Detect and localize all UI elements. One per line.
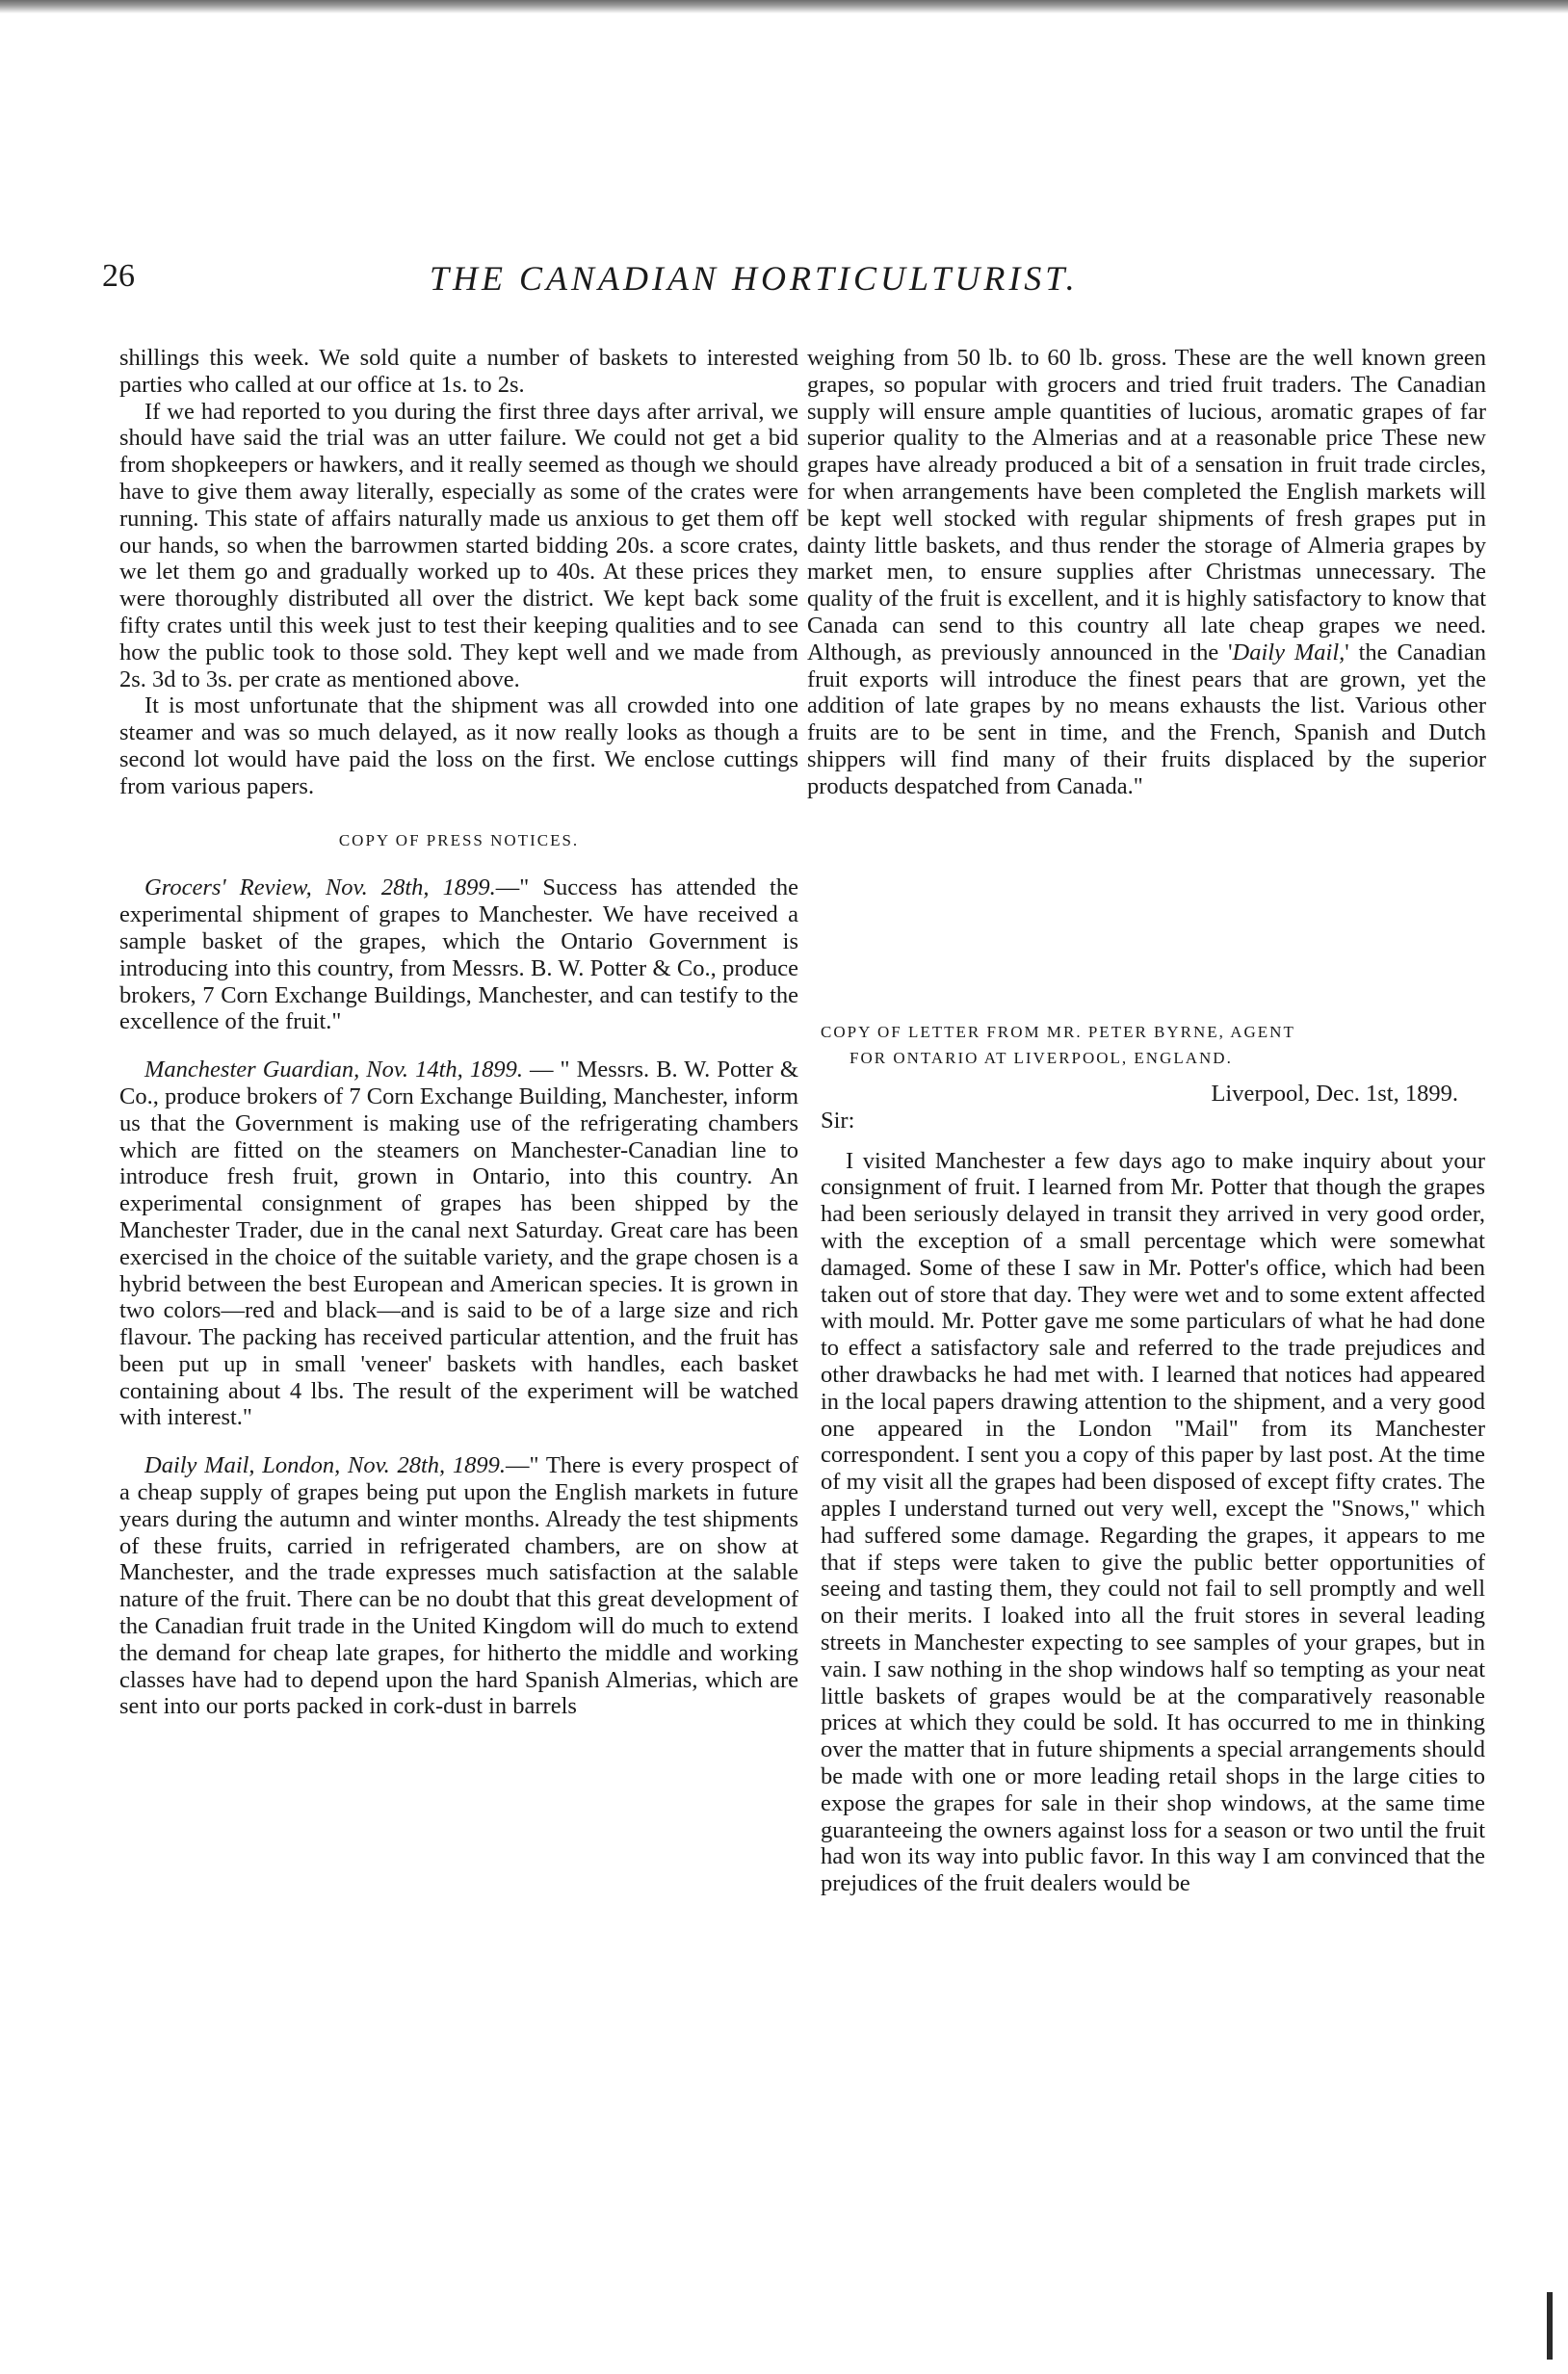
letter-heading <box>821 1019 1485 1071</box>
letter-heading-line: COPY OF LETTER FROM MR. PETER BYRNE, AGENT <box>821 1023 1295 1041</box>
notice-text: — " Messrs. B. W. Potter & Co., produce brokers of 7 Corn Exchange Building, Manchester, inform us that the Government is making use of the refrigerating chambers which are fitted on the steamers on Manchester-Canadian line to introduce fresh fruit, grown in Ontario, into this country. An experimental consignment of grapes has been shipped by the Manchester Trader, due in the canal next Saturday. Great care has been exercised in the choice of the suitable variety, and the grape chosen is a hybrid between the best European and American species. It is grown in two colors—red and black—and is said to be of a large size and rich flavour. The packing has received particular attention, and the fruit has been put up in small 'veneer' baskets with handles, each basket containing about 4 lbs. The result of the experiment will be watched with interest." <box>119 1057 798 1431</box>
notice-text: —" There is every prospect of a cheap supply of grapes being put upon the English markets in future years during the autumn and winter months. Already the test shipments of these fruits, carried in refrigerated chambers, are on show at Manchester, and the trade expresses much satisfaction at the salable nature of the fruit. There can be no doubt that this great development of the Canadian fruit trade in the United Kingdom will do much to extend the demand for cheap late grapes, for hitherto the middle and working classes have had to depend upon the hard Spanish Almerias, which are sent into our ports packed in cork-dust in barrels <box>119 1452 798 1720</box>
right-column-upper <box>807 345 1486 800</box>
page-header <box>102 258 1470 306</box>
notice-text: —" Success has attended the experimental shipment of grapes to Manchester. We have received a sample basket of the grapes, which the Ontario Government is introducing into this country, from Messrs. B. W. Potter & Co., produce brokers, 7 Corn Exchange Buildings, Manchester, and can testify to the excellence of the fruit." <box>119 874 798 1035</box>
paragraph-text: weighing from 50 lb. to 60 lb. gross. These are the well known green grapes, so popular with grocers and tried fruit traders. The Canadian supply will ensure ample quantities of lucious, aromatic grapes of far superior quality to the Almerias and at a reasonable price These new grapes have already produced a bit of a sensation in fruit trade circles, for when arrangements have been completed the English markets will be kept well stocked with regular shipments of fresh grapes put in dainty little baskets, and thus render the storage of Almeria grapes by market men, to ensure supplies after Christmas unnecessary. The quality of the fruit is excellent, and it is highly satisfactory to know that Canada can send to this country all late cheap grapes we need. Although, as previously announced in the ' <box>807 345 1486 665</box>
paragraph <box>807 345 1486 800</box>
letter-dateline: Liverpool, Dec. 1st, 1899. <box>1211 1081 1458 1107</box>
notice-source: Manchester Guardian, Nov. 14th, 1899. <box>144 1057 523 1083</box>
paragraph: shillings this week. We sold quite a number of baskets to interested parties who called at our office at 1s. to 2s. <box>119 345 798 398</box>
notice-source: Grocers' Review, Nov. 28th, 1899. <box>144 874 496 901</box>
binding-edge-mark <box>1547 2292 1553 2360</box>
right-column-letter <box>821 1019 1485 1897</box>
section-heading-press-notices: COPY OF PRESS NOTICES. <box>338 830 580 849</box>
paragraph-italic: Daily Mail, <box>1232 639 1346 665</box>
running-title: THE CANADIAN HORTICULTURIST. <box>430 259 1079 298</box>
letter-salutation: Sir: <box>821 1107 855 1134</box>
paragraph: If we had reported to you during the first three days after arrival, we should have said the trial was an utter failure. We could not get a bid from shopkeepers or hawkers, and it really seemed as though we should have to give them away literally, especially as some of the crates were running. This state of affairs naturally made us anxious to get them off our hands, so when the barrowmen started bidding 20s. a score crates, we let them go and gradually worked up to 40s. At these prices they were thoroughly distributed all over the district. We kept back some fifty crates until this week just to test their keeping qualities and to see how the public took to those sold. They kept well and we made from 2s. 3d to 3s. per crate as mentioned above. <box>119 398 798 692</box>
left-column <box>119 345 798 1720</box>
letter-heading-line: FOR ONTARIO AT LIVERPOOL, ENGLAND. <box>849 1049 1233 1067</box>
press-notice-daily-mail <box>119 1452 798 1720</box>
page-number: 26 <box>102 258 135 294</box>
paragraph: It is most unfortunate that the shipment was all crowded into one steamer and was so much delayed, as it now really looks as though a second lot would have paid the loss on the first. We enclose cuttings from various papers. <box>119 692 798 799</box>
letter-body: I visited Manchester a few days ago to make inquiry about your consignment of fruit. I learned from Mr. Potter that though the grapes had been seriously delayed in transit they arrived in very good order, with the exception of a small percentage which were somewhat damaged. Some of these I saw in Mr. Potter's office, which had been taken out of store that day. They were wet and to some extent affected with mould. Mr. Potter gave me some particulars of what he had done to effect a satisfactory sale and referred to the trade prejudices and other drawbacks he had met with. I learned that notices had appeared in the local papers drawing attention to the shipment, and a very good one appeared in the London "Mail" from its Manchester correspondent. I sent you a copy of this paper by last post. At the time of my visit all the grapes had been disposed of except fifty crates. The apples I understand turned out very well, except the "Snows," which had suffered some damage. Regarding the grapes, it appears to me that if steps were taken to give the public better opportunities of seeing and tasting them, they could not fail to sell promptly and well on their merits. I loaked into all the fruit stores in several leading streets in Manchester expecting to see samples of your grapes, but in vain. I saw nothing in the shop windows half so tempting as your neat little baskets of grapes would be at the comparatively reasonable prices at which they could be sold. It has occurred to me in thinking over the matter that in future shipments a special arrangements should be made with one or more leading retail shops in the large cities to expose the grapes for sale in their shop windows, at the same time guaranteeing the owners against loss for a season or two until the fruit had won its way into public favor. In this way I am convinced that the prejudices of the fruit dealers would be <box>821 1147 1485 1897</box>
paragraph-text: ' the Canadian fruit exports will introduce the finest pears that are grown, yet the addition of late grapes by no means exhausts the list. Various other fruits are to be sent in time, and the French, Spanish and Dutch shippers will find many of their fruits displaced by the superior products despatched from Canada." <box>807 639 1486 799</box>
press-notice-manchester-guardian <box>119 1057 798 1431</box>
top-border-rule <box>0 0 1568 13</box>
notice-source: Daily Mail, London, Nov. 28th, 1899. <box>144 1452 507 1479</box>
press-notice-grocers-review <box>119 874 798 1035</box>
